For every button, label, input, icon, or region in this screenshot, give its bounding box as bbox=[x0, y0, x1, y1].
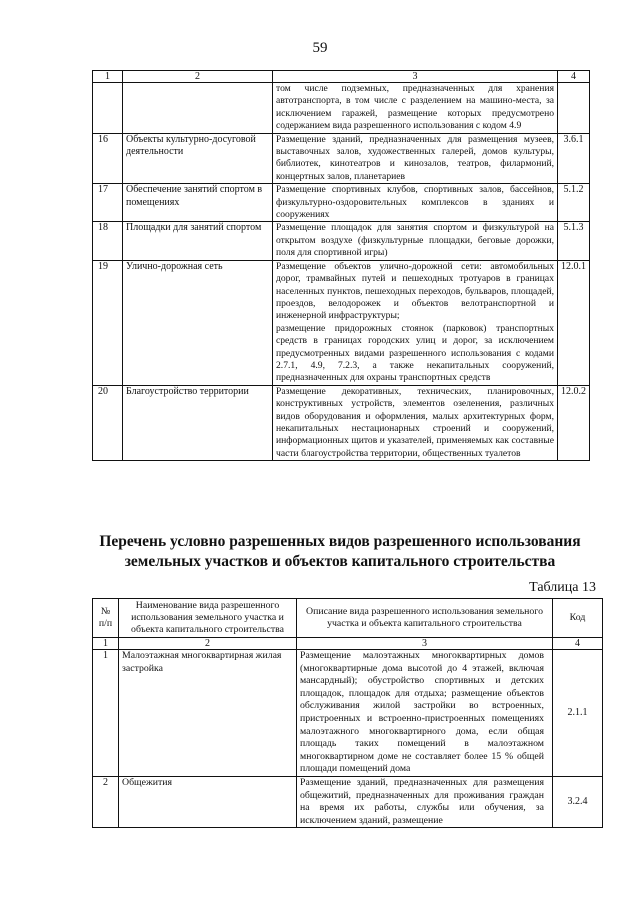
use-type-code: 12.0.2 bbox=[558, 385, 590, 460]
column-index-3: 3 bbox=[273, 71, 558, 83]
permitted-uses-table-continued bbox=[92, 70, 590, 461]
use-type-code: 3.2.4 bbox=[553, 776, 603, 827]
table-row bbox=[93, 222, 590, 260]
use-type-description: Размещение малоэтажных многоквартирных домов (многоквартирные дома высотой до 4 этажей, включая мансардный); обустройство спортивных и детских площадок, площадок для отдыха; размещение объектов обслуживания жилой застройки во встроенных, пристроенных и встроенно-пристроенных помещениях малоэтажного многоквартирного дома, если общая площадь таких помещений в малоэтажном многоквартирном доме не составляет более 15 % общей площади помещений дома bbox=[297, 650, 553, 777]
column-index-4: 4 bbox=[558, 71, 590, 83]
use-type-name: Улично-дорожная сеть bbox=[123, 260, 273, 385]
use-type-code: 2.1.1 bbox=[553, 650, 603, 777]
use-type-description: Размещение зданий, предназначенных для размещения общежитий, предназначенных для проживания граждан на время их работы, службы или обучения, за исключением зданий, размещение bbox=[297, 776, 553, 827]
row-number: 18 bbox=[93, 222, 123, 260]
row-number: 20 bbox=[93, 385, 123, 460]
table-header-row bbox=[93, 599, 603, 638]
table-row bbox=[93, 83, 590, 134]
table-row bbox=[93, 184, 590, 222]
use-type-name: Общежития bbox=[119, 776, 297, 827]
description-paragraph: Размещение объектов улично-дорожной сети: автомобильных дорог, трамвайных путей и пешеходных тротуаров в границах населенных пунктов, пешеходных переходов, бульваров, площадей, проездов, велодорожек и объектов велотранспортной и инженерной инфраструктуры; bbox=[276, 260, 554, 322]
use-type-description: Размещение спортивных клубов, спортивных залов, бассейнов, физкультурно-оздоровительных комплексов в зданиях и сооружениях bbox=[273, 184, 558, 222]
section-title: Перечень условно разрешенных видов разрешенного использования земельных участков и объектов капитального строительства bbox=[99, 533, 581, 570]
row-number: 2 bbox=[93, 776, 119, 827]
use-type-name: Обеспечение занятий спортом в помещениях bbox=[123, 184, 273, 222]
use-type-code: 12.0.1 bbox=[558, 260, 590, 385]
use-type-code bbox=[558, 83, 590, 134]
column-header-code: Код bbox=[553, 599, 603, 638]
use-type-description: Размещение зданий, предназначенных для размещения музеев, выставочных залов, художественных галерей, домов культуры, библиотек, кинотеатров и кинозалов, театров, филармоний, концертных залов, планетариев bbox=[273, 133, 558, 184]
use-type-name: Благоустройство территории bbox=[123, 385, 273, 460]
use-type-code: 5.1.2 bbox=[558, 184, 590, 222]
column-index-1: 1 bbox=[93, 71, 123, 83]
table-row bbox=[93, 776, 603, 827]
row-number: 1 bbox=[93, 650, 119, 777]
column-index-2: 2 bbox=[123, 71, 273, 83]
column-index-4: 4 bbox=[553, 638, 603, 650]
use-type-name: Объекты культурно-досуговой деятельности bbox=[123, 133, 273, 184]
column-header-name: Наименование вида разрешенного использования земельного участка и объекта капитального строительства bbox=[119, 599, 297, 638]
description-paragraph: размещение придорожных стоянок (парковок) транспортных средств в границах городских улиц и дорог, за исключением предусмотренных видами разрешенного использования с кодами 2.7.1, 4.9, 7.2.3, а также некапитальных сооружений, предназначенных для охраны транспортных средств bbox=[276, 322, 554, 384]
column-index-2: 2 bbox=[119, 638, 297, 650]
row-number: 17 bbox=[93, 184, 123, 222]
column-index-1: 1 bbox=[93, 638, 119, 650]
use-type-description: Размещение декоративных, технических, планировочных, конструктивных устройств, элементов озеленения, различных видов оборудования и оформления, малых архитектурных форм, некапитальных нестационарных строений и сооружений, информационных щитов и указателей, применяемых как составные части благоустройства территории, общественных туалетов bbox=[273, 385, 558, 460]
use-type-description: Размещение площадок для занятия спортом и физкультурой на открытом воздухе (физкультурные площадки, беговые дорожки, поля для спортивной игры) bbox=[273, 222, 558, 260]
table-caption: Таблица 13 bbox=[529, 580, 596, 595]
column-header-description: Описание вида разрешенного использования земельного участка и объекта капитального строительства bbox=[297, 599, 553, 638]
table-row bbox=[93, 385, 590, 460]
column-header-number: № п/п bbox=[93, 599, 119, 638]
table-row bbox=[93, 133, 590, 184]
use-type-code: 3.6.1 bbox=[558, 133, 590, 184]
use-type-description: том числе подземных, предназначенных для хранения автотранспорта, в том числе с разделением на машино-места, за исключением гаражей, размещение которых предусмотрено содержанием вида разрешенного использования с кодом 4.9 bbox=[273, 83, 558, 134]
row-number: 19 bbox=[93, 260, 123, 385]
conditionally-permitted-uses-table bbox=[92, 598, 603, 828]
table-row bbox=[93, 260, 590, 385]
row-number bbox=[93, 83, 123, 134]
column-index-row bbox=[93, 638, 603, 650]
table-header-row bbox=[93, 71, 590, 83]
use-type-name: Малоэтажная многоквартирная жилая застройка bbox=[119, 650, 297, 777]
use-type-code: 5.1.3 bbox=[558, 222, 590, 260]
table-row bbox=[93, 650, 603, 777]
use-type-name bbox=[123, 83, 273, 134]
row-number: 16 bbox=[93, 133, 123, 184]
column-index-3: 3 bbox=[297, 638, 553, 650]
use-type-name: Площадки для занятий спортом bbox=[123, 222, 273, 260]
page-number: 59 bbox=[312, 40, 328, 56]
use-type-description bbox=[273, 260, 558, 385]
